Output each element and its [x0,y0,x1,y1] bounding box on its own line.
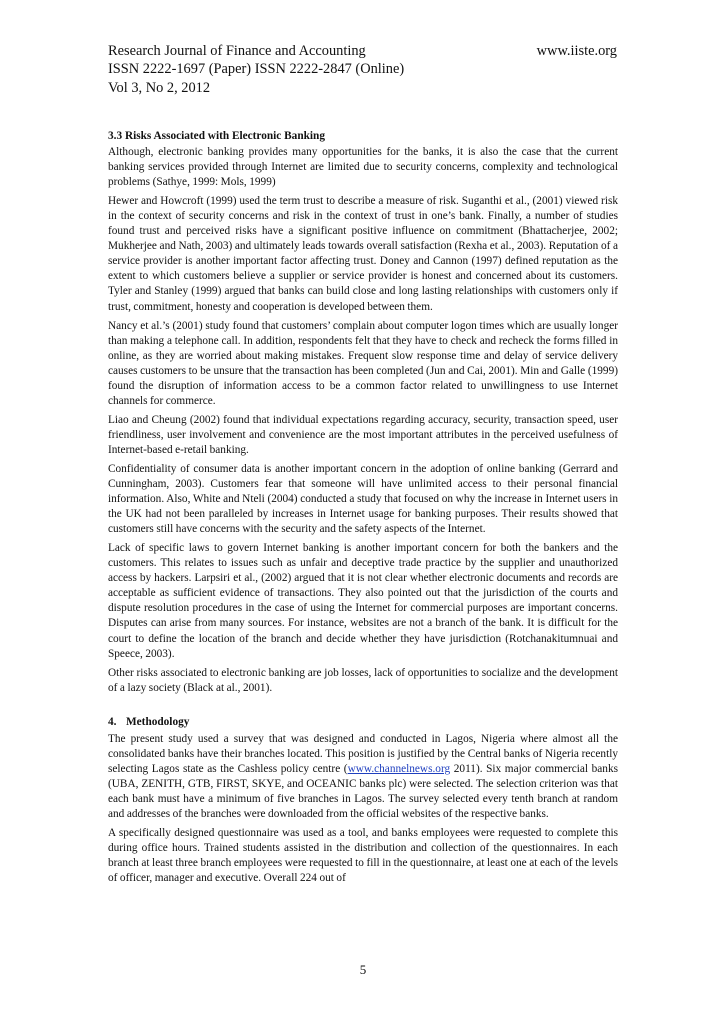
paragraph: Hewer and Howcroft (1999) used the term trust to describe a measure of risk. Suganthi et al., (2001) viewed risk in the context of security concerns and risk in the context of trust in one’s bank. Finally, a number of studies found trust and perceived risks have a significant positive influence on commitment (Bhattacherjee, 2002; Mukherjee and Nath, 2003) and ultimately leads towards overall satisfaction (Rexha et al., 2003). Reputation of a service provider is another important factor affecting trust. Doney and Cannon (1997) defined reputation as the extent to which customers believe a supplier or service provider is honest and concerned about its customers. Tyler and Stanley (1999) argued that banks can build close and long lasting relationships with customers only if trust, commitment, honesty and cooperation is developed between them. [108,195,618,313]
section-4-heading: Methodology [126,715,190,728]
journal-title: Research Journal of Finance and Accounting [108,43,366,59]
journal-url[interactable]: www.iiste.org [536,43,617,59]
section-4-number: 4. [108,715,117,728]
volume-line: Vol 3, No 2, 2012 [108,79,211,96]
methodology-paragraph-1 [108,732,618,822]
article-body [108,129,618,890]
page [108,0,618,1030]
channelnews-link[interactable]: www.channelnews.org [347,762,451,775]
paragraph: Although, electronic banking provides many opportunities for the banks, it is also the case that the current banking services provided through Internet are limited due to security concerns, complexity and technological problems (Sathye, 1999: Mols, 1999) [108,146,618,189]
text-span: The present study used a survey that was designed and conducted in Lagos, Nigeria where almost all the consolidated banks have their branches located. This position is justified by the Central banks of Nigeria recently selecting Lagos state as the Cashless policy centre ( [108,732,618,775]
text-span: 2011). Six major commercial banks (UBA, ZENITH, GTB, FIRST, SKYE, and OCEANIC banks plc) were selected. The selection criterion was that each bank must have a minimum of five branches in Lagos. The survey selected every tenth branch at random and addresses of the branches were downloaded from the official websites of the respective banks. [108,762,619,820]
page-number: 5 [359,962,367,977]
paragraph: Other risks associated to electronic banking are job losses, lack of opportunities to socialize and the development of a lazy society (Black at al., 2001). [108,666,618,694]
paragraph: Liao and Cheung (2002) found that individual expectations regarding accuracy, security, transaction speed, user friendliness, user involvement and convenience are the most important attributes in the perceived usefulness of Internet-based e-retail banking. [108,413,618,456]
methodology-paragraph-2: A specifically designed questionnaire was used as a tool, and banks employees were requested to complete this during office hours. Trained students assisted in the distribution and collection of the questionnaires. In each branch at least three branch employees were requested to fill in the questionnaire, at least one at each of the levels of officer, manager and executive. Overall 224 out of [108,827,618,885]
section-3-3-title: 3.3 Risks Associated with Electronic Banking [108,130,325,142]
header-line-1 [108,42,618,60]
paragraph: Lack of specific laws to govern Internet banking is another important concern for both the bankers and the customers. This relates to issues such as unfair and deceptive trade practice by the supplier and unauthorized access by hackers. Larpsiri et al., (2002) argued that it is not clear whether electronic documents and records are acceptable as sufficient evidence of transactions. They also pointed out that the jurisdiction of the courts and dispute resolution procedures in the case of using the Internet for commercial purposes are important concerns. Disputes can arise from many sources. For instance, websites are not a branch of the bank. It is difficult for the court to define the location of the branch and decide whether they have jurisdiction (Rotchanakitumnuai and Speece, 2003). [108,542,618,660]
issn-line: ISSN 2222-1697 (Paper) ISSN 2222-2847 (Online) [108,61,405,78]
section-4-title [108,715,618,730]
paragraph: Confidentiality of consumer data is another important concern in the adoption of online banking (Gerrard and Cunningham, 2003). Customers fear that someone will have unlimited access to their personal financial information. Also, White and Nteli (2004) conducted a study that focused on why the increase in Internet users in the UK had not been paralleled by increases in Internet usage for banking purposes. Their results showed that customers still have concerns with the security and the safety aspects of the Internet. [108,462,618,536]
running-header [108,42,618,97]
paragraph: Nancy et al.’s (2001) study found that customers’ complain about computer logon times which are usually longer than making a telephone call. In addition, respondents felt that they have to check and recheck the forms filled in online, as they are worried about making mistakes. Frequent slow response time and delay of service delivery causes customers to be unsure that the transaction has been completed (Jun and Cai, 2001). Min and Galle (1999) found the disruption of information access to be a common factor related to unwillingness to use Internet channels for commerce. [108,319,618,407]
